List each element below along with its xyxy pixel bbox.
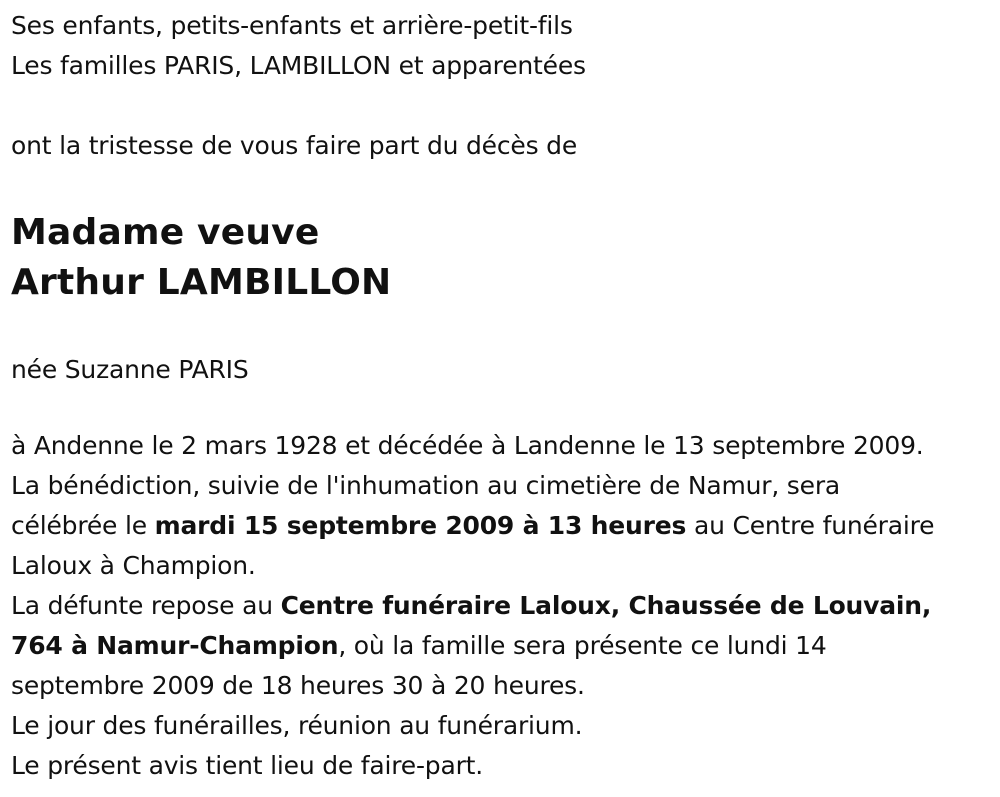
announcement-line: ont la tristesse de vous faire part du décès de <box>11 131 578 160</box>
rest-address: 764 à Namur-Champion <box>11 631 339 660</box>
families-line: Les familles PARIS, LAMBILLON et apparentées <box>11 51 586 80</box>
ceremony-datetime: mardi 15 septembre 2009 à 13 heures <box>154 511 687 540</box>
death-notice <box>11 6 991 786</box>
rest-line-3: septembre 2009 de 18 heures 30 à 20 heures. <box>11 671 585 700</box>
rest-location: Centre funéraire Laloux, Chaussée de Louvain, <box>280 591 932 620</box>
deceased-name <box>11 208 991 308</box>
birth-name: née Suzanne PARIS <box>11 355 249 384</box>
rest-line-1: La défunte repose au Centre funéraire Laloux, Chaussée de Louvain, <box>11 591 932 620</box>
notice-line: Le présent avis tient lieu de faire-part. <box>11 751 484 780</box>
ceremony-line-2: célébrée le mardi 15 septembre 2009 à 13 heures au Centre funéraire <box>11 511 935 540</box>
birth-death-line: à Andenne le 2 mars 1928 et décédée à Landenne le 13 septembre 2009. <box>11 431 924 460</box>
rest-line-2: 764 à Namur-Champion, où la famille sera présente ce lundi 14 <box>11 631 827 660</box>
family-line: Ses enfants, petits-enfants et arrière-petit-fils <box>11 11 573 40</box>
ceremony-line-3: Laloux à Champion. <box>11 551 256 580</box>
name-title: Madame veuve <box>11 212 320 253</box>
ceremony-line-1: La bénédiction, suivie de l'inhumation au cimetière de Namur, sera <box>11 471 841 500</box>
gathering-line: Le jour des funérailles, réunion au funérarium. <box>11 711 583 740</box>
name-full: Arthur LAMBILLON <box>11 262 392 303</box>
